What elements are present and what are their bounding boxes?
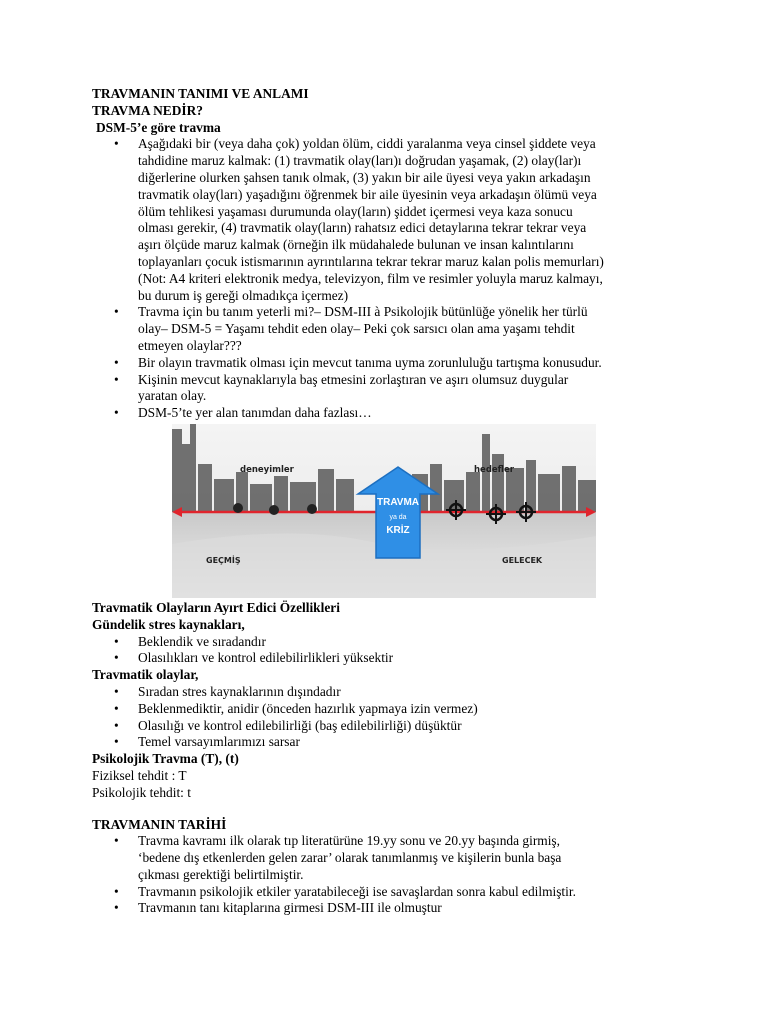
arrow-label-or: ya da: [389, 513, 407, 521]
list-item: [92, 900, 692, 917]
item-text: Sıradan stres kaynaklarının dışındadır: [138, 683, 341, 699]
text-line: bu durum iş gereği olmadıkça içermez): [138, 287, 349, 303]
item-text: Beklenmediktir, anidir (önceden hazırlık yapmaya izin vermez): [138, 700, 478, 716]
text-line: etmeyen olaylar???: [138, 337, 242, 353]
daily-stress-list: [92, 634, 692, 668]
list-item: [92, 355, 692, 372]
document-page: [92, 86, 692, 917]
section-title-definition: TRAVMANIN TANIMI VE ANLAMI: [92, 86, 309, 101]
list-item: [92, 833, 692, 883]
traumatic-events-heading: Travmatik olaylar,: [92, 667, 199, 683]
list-item: [92, 304, 692, 354]
text-line: olay– DSM-5 = Yaşamı tehdit eden olay– Peki çok sarsıcı olan ama yaşamı tehdit: [138, 321, 575, 337]
text-line: DSM-5’te yer alan tanımdan daha fazlası…: [138, 405, 372, 421]
traumatic-events-list: [92, 684, 692, 751]
bullet-icon: •: [114, 633, 119, 649]
dsm5-heading: DSM-5’e göre travma: [96, 119, 221, 135]
text-line: ‘bedene dış etkenlerden gelen zarar’ olarak tanımlanmış ve kişilerin bunla başa: [138, 850, 562, 866]
bullet-icon: •: [114, 354, 119, 370]
text-line: Travma kavramı ilk olarak tıp literatürüne 19.yy sonu ve 20.yy başında girmiş,: [138, 833, 560, 849]
text-line: diğerlerine olurken şahsen tanık olmak, (3) yakın bir aile üyesi veya yakın arkadaşın: [138, 169, 591, 185]
item-text: Beklendik ve sıradandır: [138, 633, 266, 649]
list-item: [92, 634, 692, 651]
arrow-label-trauma: TRAVMA: [376, 496, 420, 508]
bullet-icon: •: [114, 405, 119, 421]
list-item: [92, 734, 692, 751]
text-line: Aşağıdaki bir (veya daha çok) yoldan ölüm, ciddi yaralanma veya cinsel şiddete veya: [138, 136, 596, 152]
bullet-icon: •: [114, 304, 119, 320]
text-line: Travmanın tanı kitaplarına girmesi DSM-III ile olmuştur: [138, 900, 442, 916]
text-line: çıkması gerektiği belirtilmiştir.: [138, 866, 304, 882]
label-future: GELECEK: [502, 555, 543, 565]
text-line: Travmanın psikolojik etkiler yaratabileceği ise savaşlardan sonra kabul edilmiştir.: [138, 883, 576, 899]
list-item: [92, 372, 692, 406]
text-line: toplayanları çocuk istismarının ayrıntılarına tekrar tekrar maruz kalan polis memurları): [138, 253, 604, 269]
item-text: Olasılığı ve kontrol edilebilirliği (baş edilebilirliği) düşüktür: [138, 717, 462, 733]
list-item: [92, 650, 692, 667]
text-line: travmatik olay(ları) yaşadığını öğrenmek bir aile üyesinin veya arkadaşın ölümü veya: [138, 186, 597, 202]
label-experiences: deneyimler: [240, 464, 294, 475]
label-past: GEÇMİŞ: [206, 555, 241, 565]
list-item: [92, 136, 692, 304]
bullet-icon: •: [114, 900, 119, 916]
item-text: Olasılıkları ve kontrol edilebilirlikleri yüksektir: [138, 650, 394, 666]
list-item: [92, 718, 692, 735]
text-line: aşırı ölçüde maruz kalmak (örneğin ilk müdahalede bulunan ve insan kalıntılarını: [138, 237, 574, 253]
text-line: ölüm tehlikesi yaşaması durumunda olay(ların) şiddet içermesi veya kaza sonucu: [138, 203, 573, 219]
text-line: Travma için bu tanım yeterli mi?– DSM-III à Psikolojik bütünlüğe yönelik her türlü: [138, 304, 588, 320]
arrow-label-crisis: KRİZ: [386, 524, 410, 536]
text-line: tahdidine maruz kalmak: (1) travmatik olay(ları)ı doğrudan yaşamak, (2) olay(lar)ı: [138, 153, 582, 169]
daily-stress-heading: Gündelik stres kaynakları,: [92, 616, 245, 632]
bullet-icon: •: [114, 734, 119, 750]
spacer: [92, 802, 692, 817]
psychological-trauma-heading: Psikolojik Travma (T), (t): [92, 751, 239, 767]
trauma-timeline-figure: [172, 424, 596, 598]
list-item: [92, 884, 692, 901]
label-goals: hedefler: [474, 464, 514, 475]
physical-threat-line: Fiziksel tehdit : T: [92, 767, 187, 783]
text-line: Bir olayın travmatik olması için mevcut tanıma uyma zorunluluğu tartışma konusudur.: [138, 354, 602, 370]
text-line: (Not: A4 kriteri elektronik medya, televizyon, film ve resimler yoluyla maruz kalmayı,: [138, 270, 603, 286]
section-title-characteristics: Travmatik Olayların Ayırt Edici Özellikleri: [92, 599, 340, 615]
text-line: yaratan olay.: [138, 388, 207, 404]
timeline-illustration: [172, 424, 596, 598]
text-line: olması gerekir, (4) travmatik olay(ların) rahatsız edici detaylarına tekrar tekrar veya: [138, 220, 587, 236]
bullet-icon: •: [114, 683, 119, 699]
bullet-icon: •: [114, 717, 119, 733]
bullet-icon: •: [114, 136, 119, 152]
bullet-icon: •: [114, 371, 119, 387]
list-item: [92, 405, 692, 422]
text-line: Kişinin mevcut kaynaklarıyla baş etmesini zorlaştıran ve aşırı olumsuz duygular: [138, 371, 569, 387]
list-item: [92, 684, 692, 701]
section-subtitle-what-is-trauma: TRAVMA NEDİR?: [92, 102, 203, 118]
bullet-icon: •: [114, 650, 119, 666]
item-text: Temel varsayımlarımızı sarsar: [138, 734, 300, 750]
dsm5-bullet-list: [92, 136, 692, 422]
bullet-icon: •: [114, 700, 119, 716]
bullet-icon: •: [114, 883, 119, 899]
history-bullet-list: [92, 833, 692, 917]
bullet-icon: •: [114, 833, 119, 849]
section-title-history: TRAVMANIN TARİHİ: [92, 816, 227, 832]
psychological-threat-line: Psikolojik tehdit: t: [92, 784, 191, 800]
list-item: [92, 701, 692, 718]
